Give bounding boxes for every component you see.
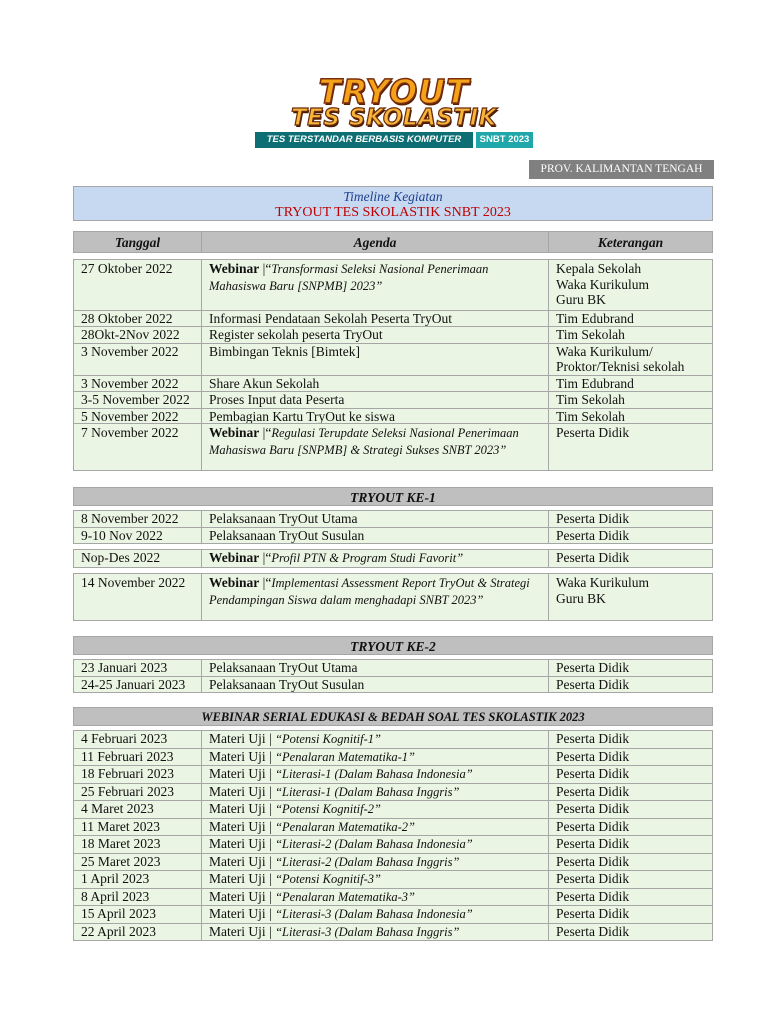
- cell-date: 1 April 2023: [74, 871, 202, 888]
- cell-agenda: [202, 766, 549, 783]
- webinar-topic: Profil PTN & Program Studi Favorit”: [271, 551, 464, 565]
- cell-date: 4 Februari 2023: [74, 731, 202, 748]
- cell-agenda: Pelaksanaan TryOut Utama: [202, 660, 549, 676]
- cell-date: 9-10 Nov 2022: [74, 528, 202, 544]
- cell-note: Tim Sekolah: [556, 392, 625, 407]
- table-row: [74, 853, 712, 871]
- table-row: [74, 391, 712, 408]
- cell-date: 18 Februari 2023: [74, 766, 202, 783]
- cell-date: 8 April 2023: [74, 889, 202, 906]
- cell-notes: [549, 344, 712, 375]
- webinar-label: Webinar: [209, 261, 260, 276]
- cell-note: Peserta Didik: [556, 511, 630, 526]
- table-row: [74, 310, 712, 327]
- cell-note: Peserta Didik: [556, 550, 630, 565]
- materi-prefix: Materi Uji |: [209, 906, 276, 921]
- table-row: [74, 676, 712, 693]
- cell-note: Peserta Didik: [556, 853, 630, 869]
- logo-strip: [255, 132, 533, 148]
- materi-prefix: Materi Uji |: [209, 748, 276, 764]
- cell-date: 14 November 2022: [74, 574, 202, 620]
- webinar-series-rows: [73, 730, 713, 941]
- table-row: [74, 835, 712, 853]
- webinar-label: Webinar: [209, 550, 260, 565]
- cell-agenda: Proses Input data Peserta: [202, 392, 549, 408]
- materi-prefix: Materi Uji |: [209, 871, 276, 886]
- cell-date: 8 November 2022: [74, 511, 202, 527]
- cell-date: 11 Februari 2023: [74, 749, 202, 766]
- cell-date: 11 Maret 2023: [74, 819, 202, 836]
- cell-date: 3-5 November 2022: [74, 392, 202, 408]
- table-header-row: [73, 231, 713, 253]
- materi-topic: “Literasi-3 (Dalam Bahasa Inggris”: [275, 924, 460, 939]
- cell-agenda: [202, 550, 549, 567]
- materi-prefix: Materi Uji |: [209, 836, 276, 851]
- cell-date: 25 Maret 2023: [74, 854, 202, 871]
- cell-notes: [549, 574, 712, 620]
- province-tag: PROV. KALIMANTAN TENGAH: [529, 160, 714, 179]
- materi-prefix: Materi Uji |: [209, 818, 276, 834]
- cell-agenda: Informasi Pendataan Sekolah Peserta TryOut: [202, 311, 549, 327]
- cell-date: 15 April 2023: [74, 906, 202, 923]
- header-keterangan: Keterangan: [597, 235, 664, 250]
- table-row: [74, 870, 712, 888]
- logo-strip-right: SNBT 2023: [476, 132, 533, 148]
- materi-prefix: Materi Uji |: [209, 853, 276, 869]
- cell-note: Tim Edubrand: [556, 310, 634, 326]
- cell-agenda: [202, 749, 549, 766]
- cell-agenda: [202, 801, 549, 818]
- materi-prefix: Materi Uji |: [209, 801, 276, 816]
- materi-prefix: Materi Uji |: [209, 766, 276, 781]
- logo-line-tryout: TRYOUT: [318, 72, 470, 111]
- cell-note: Peserta Didik: [556, 888, 630, 904]
- cell-agenda: [202, 424, 549, 470]
- materi-topic: “Penalaran Matematika-2”: [275, 819, 415, 834]
- section-tryout-2-header: TRYOUT KE-2: [73, 636, 713, 655]
- cell-note: Peserta Didik: [556, 818, 630, 834]
- table-row: [74, 574, 712, 620]
- section-webinar-series-header: WEBINAR SERIAL EDUKASI & BEDAH SOAL TES SKOLASTIK 2023: [73, 707, 713, 726]
- cell-agenda: [202, 924, 549, 941]
- materi-topic: “Potensi Kognitif-3”: [275, 872, 381, 886]
- cell-agenda: Pelaksanaan TryOut Utama: [202, 511, 549, 527]
- cell-notes: [549, 260, 712, 310]
- cell-date: 25 Februari 2023: [74, 784, 202, 801]
- cell-note: Peserta Didik: [556, 836, 630, 851]
- cell-note: Peserta Didik: [556, 660, 630, 675]
- tryout-1-webinar-a: [73, 549, 713, 568]
- timeline-title: TRYOUT TES SKOLASTIK SNBT 2023: [275, 205, 511, 220]
- webinar-label: Webinar: [209, 575, 260, 590]
- cell-note: Peserta Didik: [556, 676, 630, 692]
- table-row: [74, 818, 712, 836]
- timeline-group-1: [73, 259, 713, 425]
- cell-agenda: [202, 836, 549, 853]
- note-line: Guru BK: [556, 590, 606, 606]
- materi-topic: “Potensi Kognitif-2”: [275, 802, 381, 816]
- materi-topic: “Literasi-3 (Dalam Bahasa Indonesia”: [275, 907, 473, 921]
- cell-date: 28 Oktober 2022: [74, 311, 202, 327]
- cell-date: 18 Maret 2023: [74, 836, 202, 853]
- cell-date: 27 Oktober 2022: [74, 260, 202, 310]
- table-row: [74, 511, 712, 527]
- agenda-separator: |“: [259, 261, 272, 276]
- materi-topic: “Literasi-1 (Dalam Bahasa Inggris”: [275, 784, 460, 799]
- table-row: [74, 765, 712, 783]
- cell-note: Tim Sekolah: [556, 408, 625, 424]
- cell-date: 4 Maret 2023: [74, 801, 202, 818]
- cell-note: Peserta Didik: [556, 527, 630, 543]
- timeline-subtitle: Timeline Kegiatan: [343, 189, 443, 204]
- tryout-2-rows: [73, 659, 713, 693]
- cell-agenda: [202, 574, 549, 620]
- table-row: [74, 748, 712, 766]
- cell-agenda: [202, 871, 549, 888]
- agenda-separator: |“: [259, 575, 272, 590]
- cell-agenda: [202, 854, 549, 871]
- cell-agenda: Register sekolah peserta TryOut: [202, 327, 549, 343]
- cell-date: 23 Januari 2023: [74, 660, 202, 676]
- note-line: Guru BK: [556, 292, 606, 307]
- cell-agenda: Bimbingan Teknis [Bimtek]: [202, 344, 549, 375]
- webinar-topic: Transformasi Seleksi Nasional Penerimaan Mahasiswa Baru [SNPMB] 2023”: [209, 262, 489, 293]
- tryout-logo: [255, 74, 533, 150]
- materi-topic: “Literasi-1 (Dalam Bahasa Indonesia”: [275, 767, 473, 781]
- tryout-1-webinar-b: [73, 573, 713, 621]
- webinar-label: Webinar: [209, 425, 260, 440]
- section-tryout-1-header: TRYOUT KE-1: [73, 487, 713, 506]
- note-line: Proktor/Teknisi sekolah: [556, 359, 685, 374]
- table-row: [74, 731, 712, 748]
- table-row: [74, 326, 712, 343]
- cell-agenda: Pelaksanaan TryOut Susulan: [202, 528, 549, 544]
- note-line: Waka Kurikulum/: [556, 343, 653, 359]
- logo-strip-left: TES TERSTANDAR BERBASIS KOMPUTER: [255, 132, 473, 148]
- materi-prefix: Materi Uji |: [209, 731, 276, 746]
- cell-date: 3 November 2022: [74, 376, 202, 392]
- table-row: [74, 783, 712, 801]
- timeline-title-box: [73, 186, 713, 221]
- cell-note: Peserta Didik: [556, 766, 630, 781]
- table-row: [74, 800, 712, 818]
- cell-note: Peserta Didik: [556, 731, 630, 746]
- table-row: [74, 905, 712, 923]
- cell-date: 3 November 2022: [74, 344, 202, 375]
- cell-note: Peserta Didik: [556, 801, 630, 816]
- table-row: [74, 260, 712, 310]
- table-row: [74, 527, 712, 544]
- cell-agenda: [202, 906, 549, 923]
- materi-prefix: Materi Uji |: [209, 888, 276, 904]
- materi-topic: “Literasi-2 (Dalam Bahasa Indonesia”: [275, 837, 473, 851]
- cell-agenda: Share Akun Sekolah: [202, 376, 549, 392]
- tryout-1-rows: [73, 510, 713, 544]
- cell-note: Tim Edubrand: [556, 375, 634, 391]
- webinar-topic: Implementasi Assessment Report TryOut & Strategi Pendampingan Siswa dalam menghadapi SNBT 2023”: [209, 576, 530, 607]
- cell-note: Tim Sekolah: [556, 327, 625, 342]
- cell-date: 24-25 Januari 2023: [74, 677, 202, 693]
- table-row: [74, 888, 712, 906]
- table-row: [74, 343, 712, 375]
- cell-note: Peserta Didik: [556, 425, 630, 440]
- table-row: [74, 550, 712, 567]
- cell-agenda: [202, 889, 549, 906]
- cell-note: Peserta Didik: [556, 783, 630, 799]
- materi-prefix: Materi Uji |: [209, 783, 276, 799]
- materi-topic: “Penalaran Matematika-1”: [275, 749, 415, 764]
- webinar-topic: Regulasi Terupdate Seleksi Nasional Penerimaan Mahasiswa Baru [SNPMB] & Strategi Sukses SNBT 2023”: [209, 426, 519, 457]
- cell-date: Nop-Des 2022: [74, 550, 202, 567]
- cell-note: Peserta Didik: [556, 923, 630, 939]
- table-row: [74, 424, 712, 470]
- header-tanggal: Tanggal: [74, 232, 202, 252]
- cell-note: Peserta Didik: [556, 871, 630, 886]
- cell-note: Peserta Didik: [556, 906, 630, 921]
- note-line: Waka Kurikulum: [556, 276, 650, 292]
- note-line: Waka Kurikulum: [556, 575, 650, 590]
- materi-topic: “Penalaran Matematika-3”: [275, 889, 415, 904]
- header-agenda: Agenda: [202, 232, 549, 252]
- materi-topic: “Literasi-2 (Dalam Bahasa Inggris”: [275, 854, 460, 869]
- cell-note: Peserta Didik: [556, 748, 630, 764]
- cell-date: 7 November 2022: [74, 424, 202, 470]
- table-row: [74, 408, 712, 425]
- cell-date: 28Okt-2Nov 2022: [74, 327, 202, 343]
- cell-date: 22 April 2023: [74, 924, 202, 941]
- timeline-group-2: [73, 423, 713, 471]
- materi-topic: “Potensi Kognitif-1”: [275, 732, 381, 746]
- cell-agenda: [202, 731, 549, 748]
- table-row: [74, 660, 712, 676]
- cell-date: 5 November 2022: [74, 409, 202, 425]
- logo-line-tes-skolastik: TES SKOLASTIK: [290, 105, 498, 131]
- table-row: [74, 923, 712, 941]
- cell-agenda: Pelaksanaan TryOut Susulan: [202, 677, 549, 693]
- materi-prefix: Materi Uji |: [209, 923, 276, 939]
- table-row: [74, 375, 712, 392]
- cell-agenda: [202, 819, 549, 836]
- agenda-separator: |“: [259, 550, 272, 565]
- cell-agenda: [202, 784, 549, 801]
- note-line: Kepala Sekolah: [556, 261, 642, 276]
- agenda-separator: |“: [259, 425, 272, 440]
- cell-agenda: Pembagian Kartu TryOut ke siswa: [202, 409, 549, 425]
- cell-agenda: [202, 260, 549, 310]
